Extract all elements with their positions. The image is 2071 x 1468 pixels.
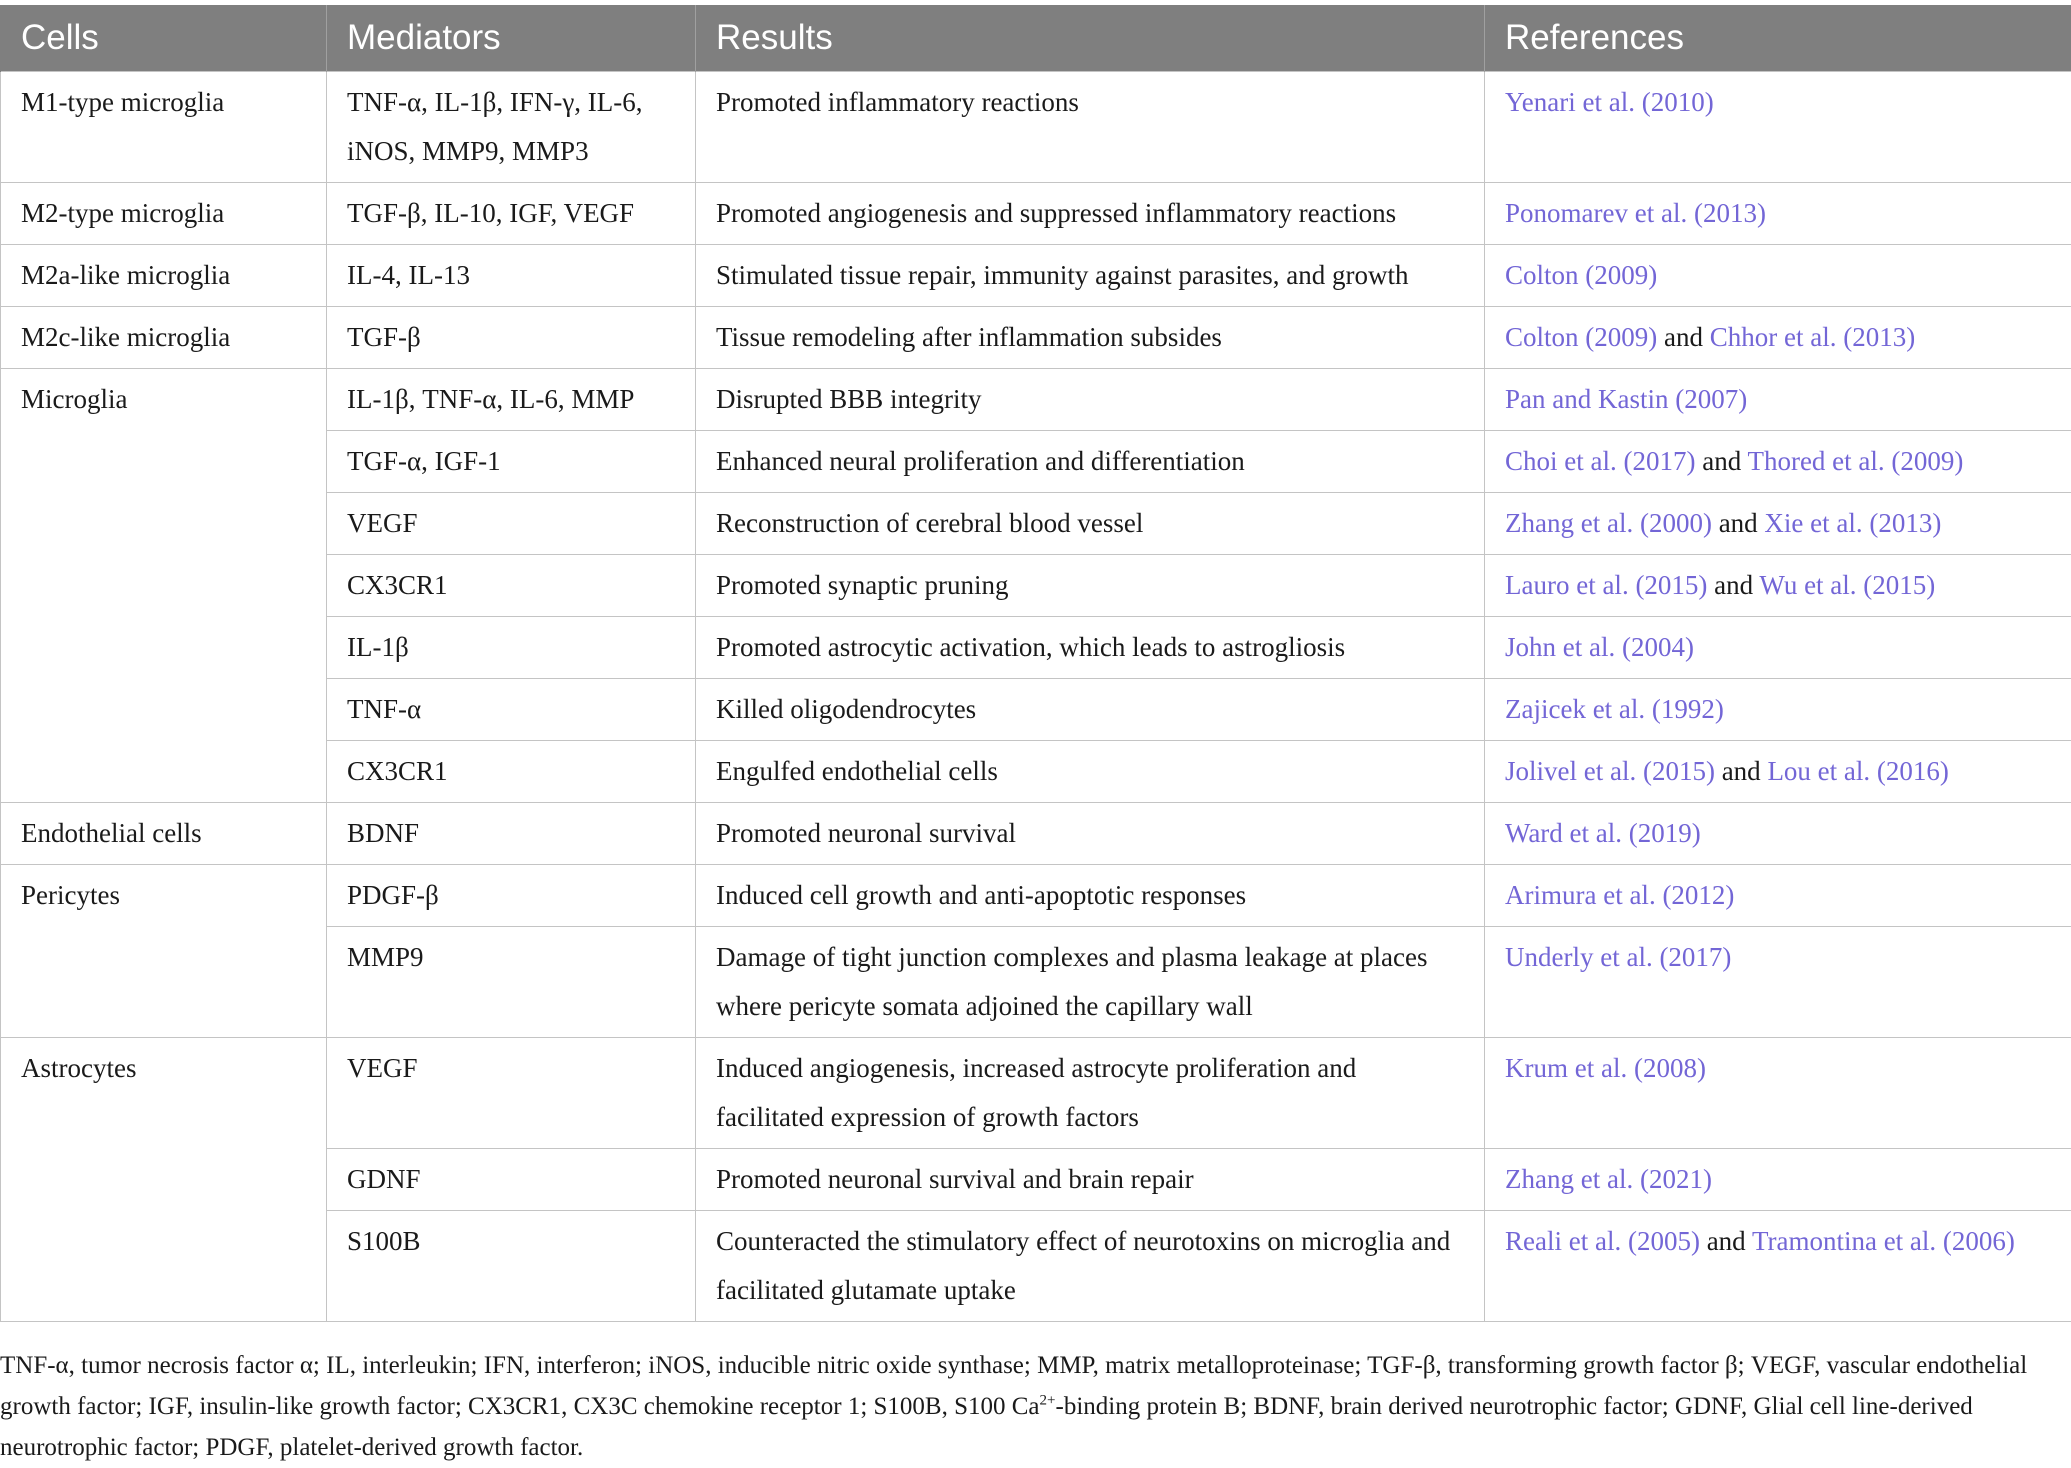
table-row: [1, 803, 2071, 865]
references-cell: [1485, 369, 2071, 431]
references-cell: [1485, 72, 2071, 183]
results-cell: Stimulated tissue repair, immunity against parasites, and growth: [696, 245, 1485, 307]
reference-link[interactable]: Choi et al. (2017): [1505, 446, 1696, 476]
mediators-cell: VEGF: [327, 1038, 696, 1149]
header-cells: Cells: [1, 5, 327, 72]
results-cell: Promoted astrocytic activation, which leads to astrogliosis: [696, 617, 1485, 679]
results-cell: Engulfed endothelial cells: [696, 741, 1485, 803]
mediators-cell: S100B: [327, 1211, 696, 1322]
mediators-cell: TGF-β: [327, 307, 696, 369]
reference-link[interactable]: Zhang et al. (2000): [1505, 508, 1712, 538]
references-cell: [1485, 679, 2071, 741]
mediators-cell: TNF-α: [327, 679, 696, 741]
reference-link[interactable]: Pan and Kastin (2007): [1505, 384, 1748, 414]
reference-link[interactable]: Lauro et al. (2015): [1505, 570, 1708, 600]
references-cell: [1485, 245, 2071, 307]
table-footnote: [0, 1345, 2060, 1468]
references-cell: [1485, 927, 2071, 1038]
reference-link[interactable]: Reali et al. (2005): [1505, 1226, 1700, 1256]
references-cell: [1485, 617, 2071, 679]
table-row: [1, 865, 2071, 927]
results-cell: Damage of tight junction complexes and plasma leakage at places where pericyte somata adjoined the capillary wall: [696, 927, 1485, 1038]
references-cell: [1485, 803, 2071, 865]
references-cell: [1485, 1149, 2071, 1211]
cell-type: Microglia: [1, 369, 327, 803]
footnote-superscript: 2+: [1039, 1392, 1056, 1409]
and-connector: and: [1714, 570, 1754, 600]
results-cell: Promoted neuronal survival: [696, 803, 1485, 865]
mediators-cell: MMP9: [327, 927, 696, 1038]
references-cell: [1485, 307, 2071, 369]
reference-link[interactable]: Ward et al. (2019): [1505, 818, 1701, 848]
mediators-cell: GDNF: [327, 1149, 696, 1211]
references-cell: [1485, 741, 2071, 803]
cell-type: Astrocytes: [1, 1038, 327, 1322]
reference-link[interactable]: Arimura et al. (2012): [1505, 880, 1735, 910]
footnote-text: TNF-α, tumor necrosis factor α; IL, interleukin; IFN, interferon; iNOS, inducible nitric oxide synthase; MMP, matrix metalloproteinase; TGF-β, transforming growth factor β; VEGF, vascular endothelial growth factor; IGF, insulin-like growth factor; CX3CR1, CX3C chemokine receptor 1; S100B, S100 Ca: [0, 1352, 2028, 1420]
header-mediators: Mediators: [327, 5, 696, 72]
table-row: [1, 183, 2071, 245]
and-connector: and: [1664, 322, 1703, 352]
results-cell: Reconstruction of cerebral blood vessel: [696, 493, 1485, 555]
cell-type: M2a-like microglia: [1, 245, 327, 307]
table-row: [1, 1038, 2071, 1149]
header-references: References: [1485, 5, 2071, 72]
results-cell: Promoted synaptic pruning: [696, 555, 1485, 617]
reference-link[interactable]: Wu et al. (2015): [1759, 570, 1936, 600]
reference-link[interactable]: Tramontina et al. (2006): [1751, 1226, 2015, 1256]
references-cell: [1485, 431, 2071, 493]
results-cell: Promoted neuronal survival and brain repair: [696, 1149, 1485, 1211]
reference-link[interactable]: Thored et al. (2009): [1747, 446, 1964, 476]
references-cell: [1485, 493, 2071, 555]
references-cell: [1485, 1211, 2071, 1322]
reference-link[interactable]: Ponomarev et al. (2013): [1505, 198, 1766, 228]
results-cell: Promoted angiogenesis and suppressed inflammatory reactions: [696, 183, 1485, 245]
results-cell: Counteracted the stimulatory effect of neurotoxins on microglia and facilitated glutamate uptake: [696, 1211, 1485, 1322]
reference-link[interactable]: Xie et al. (2013): [1764, 508, 1942, 538]
reference-link[interactable]: Zajicek et al. (1992): [1505, 694, 1724, 724]
mediators-cell: CX3CR1: [327, 555, 696, 617]
table-row: [1, 307, 2071, 369]
mediators-cell: VEGF: [327, 493, 696, 555]
table-row: [1, 245, 2071, 307]
results-cell: Tissue remodeling after inflammation subsides: [696, 307, 1485, 369]
cell-type: Endothelial cells: [1, 803, 327, 865]
references-cell: [1485, 555, 2071, 617]
and-connector: and: [1718, 508, 1758, 538]
mediators-cell: TGF-α, IGF-1: [327, 431, 696, 493]
reference-link[interactable]: Colton (2009): [1505, 260, 1658, 290]
and-connector: and: [1702, 446, 1742, 476]
cell-type: M2c-like microglia: [1, 307, 327, 369]
table-row: [1, 72, 2071, 183]
reference-link[interactable]: John et al. (2004): [1505, 632, 1694, 662]
mediators-cell: TGF-β, IL-10, IGF, VEGF: [327, 183, 696, 245]
results-cell: Enhanced neural proliferation and differentiation: [696, 431, 1485, 493]
mediators-cell: IL-1β, TNF-α, IL-6, MMP: [327, 369, 696, 431]
mediators-cell: IL-1β: [327, 617, 696, 679]
reference-link[interactable]: Krum et al. (2008): [1505, 1053, 1706, 1083]
reference-link[interactable]: Zhang et al. (2021): [1505, 1164, 1712, 1194]
reference-link[interactable]: Colton (2009): [1505, 322, 1658, 352]
results-cell: Induced angiogenesis, increased astrocyte proliferation and facilitated expression of growth factors: [696, 1038, 1485, 1149]
table-row: [1, 369, 2071, 431]
mediators-cell: IL-4, IL-13: [327, 245, 696, 307]
reference-link[interactable]: Yenari et al. (2010): [1505, 87, 1714, 117]
and-connector: and: [1706, 1226, 1746, 1256]
cell-type: M1-type microglia: [1, 72, 327, 183]
reference-link[interactable]: Lou et al. (2016): [1767, 756, 1949, 786]
mediators-cell: BDNF: [327, 803, 696, 865]
mediators-cell: TNF-α, IL-1β, IFN-γ, IL-6, iNOS, MMP9, MMP3: [327, 72, 696, 183]
header-results: Results: [696, 5, 1485, 72]
results-cell: Induced cell growth and anti-apoptotic responses: [696, 865, 1485, 927]
references-cell: [1485, 1038, 2071, 1149]
cell-type: Pericytes: [1, 865, 327, 1038]
mediators-cell: PDGF-β: [327, 865, 696, 927]
and-connector: and: [1721, 756, 1761, 786]
mediators-table: [0, 5, 2071, 1322]
references-cell: [1485, 865, 2071, 927]
reference-link[interactable]: Underly et al. (2017): [1505, 942, 1732, 972]
reference-link[interactable]: Jolivel et al. (2015): [1505, 756, 1715, 786]
references-cell: [1485, 183, 2071, 245]
mediators-cell: CX3CR1: [327, 741, 696, 803]
footnote-text-cont: -binding protein B; BDNF, brain derived neurotrophic factor; GDNF, Glial cell line-derived neurotrophic factor; PDGF, platelet-derived growth factor.: [0, 1393, 1973, 1461]
table-header-row: [1, 5, 2071, 72]
results-cell: Promoted inflammatory reactions: [696, 72, 1485, 183]
cell-type: M2-type microglia: [1, 183, 327, 245]
results-cell: Disrupted BBB integrity: [696, 369, 1485, 431]
reference-link[interactable]: Chhor et al. (2013): [1709, 322, 1916, 352]
results-cell: Killed oligodendrocytes: [696, 679, 1485, 741]
